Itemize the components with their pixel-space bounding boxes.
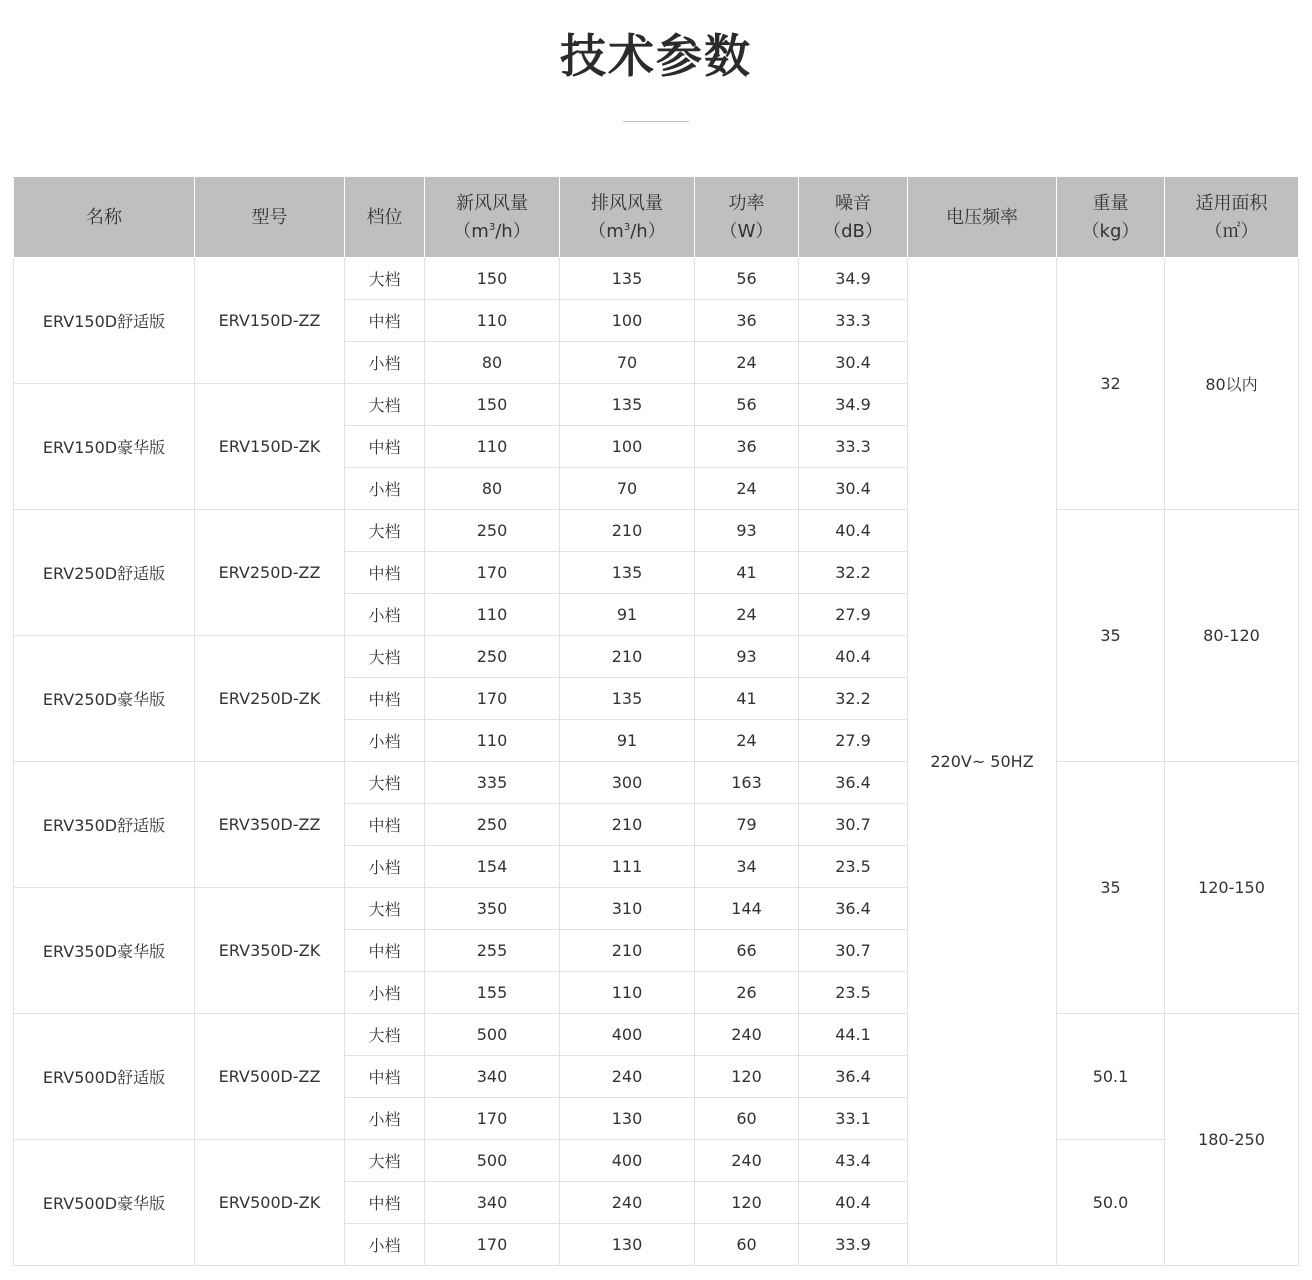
- product-name: ERV500D豪华版: [14, 1140, 195, 1266]
- fresh-air-volume: 170: [425, 552, 560, 594]
- noise: 30.7: [799, 804, 908, 846]
- fresh-air-volume: 80: [425, 468, 560, 510]
- product-name: ERV150D豪华版: [14, 384, 195, 510]
- fresh-air-volume: 170: [425, 1098, 560, 1140]
- fresh-air-volume: 340: [425, 1056, 560, 1098]
- noise: 36.4: [799, 1056, 908, 1098]
- noise: 32.2: [799, 552, 908, 594]
- fresh-air-volume: 500: [425, 1014, 560, 1056]
- exhaust-air-volume: 130: [560, 1224, 695, 1266]
- exhaust-air-volume: 70: [560, 468, 695, 510]
- power: 120: [695, 1056, 799, 1098]
- power: 60: [695, 1224, 799, 1266]
- product-model: ERV250D-ZZ: [195, 510, 345, 636]
- noise: 33.1: [799, 1098, 908, 1140]
- exhaust-air-volume: 210: [560, 930, 695, 972]
- product-model: ERV350D-ZK: [195, 888, 345, 1014]
- fresh-air-volume: 340: [425, 1182, 560, 1224]
- header-voltage: 电压频率: [908, 178, 1057, 258]
- power: 34: [695, 846, 799, 888]
- noise: 40.4: [799, 510, 908, 552]
- noise: 32.2: [799, 678, 908, 720]
- power: 60: [695, 1098, 799, 1140]
- exhaust-air-volume: 210: [560, 636, 695, 678]
- product-name: ERV350D豪华版: [14, 888, 195, 1014]
- gear-level: 大档: [345, 510, 425, 552]
- power: 66: [695, 930, 799, 972]
- fresh-air-volume: 110: [425, 720, 560, 762]
- noise: 23.5: [799, 972, 908, 1014]
- product-model: ERV350D-ZZ: [195, 762, 345, 888]
- gear-level: 小档: [345, 594, 425, 636]
- exhaust-air-volume: 70: [560, 342, 695, 384]
- table-row: [14, 1140, 1299, 1182]
- fresh-air-volume: 80: [425, 342, 560, 384]
- fresh-air-volume: 110: [425, 426, 560, 468]
- header-name: 名称: [14, 178, 195, 258]
- product-name: ERV350D舒适版: [14, 762, 195, 888]
- noise: 23.5: [799, 846, 908, 888]
- exhaust-air-volume: 210: [560, 510, 695, 552]
- fresh-air-volume: 250: [425, 804, 560, 846]
- fresh-air-volume: 150: [425, 384, 560, 426]
- noise: 40.4: [799, 1182, 908, 1224]
- power: 36: [695, 300, 799, 342]
- product-model: ERV150D-ZZ: [195, 258, 345, 384]
- power: 79: [695, 804, 799, 846]
- gear-level: 中档: [345, 1182, 425, 1224]
- header-weight: 重量 （kg）: [1057, 178, 1165, 258]
- exhaust-air-volume: 135: [560, 384, 695, 426]
- product-model: ERV500D-ZK: [195, 1140, 345, 1266]
- power: 163: [695, 762, 799, 804]
- gear-level: 中档: [345, 804, 425, 846]
- noise: 30.4: [799, 468, 908, 510]
- exhaust-air-volume: 400: [560, 1140, 695, 1182]
- gear-level: 中档: [345, 552, 425, 594]
- fresh-air-volume: 154: [425, 846, 560, 888]
- table-row: [14, 510, 1299, 552]
- power: 41: [695, 678, 799, 720]
- gear-level: 大档: [345, 1140, 425, 1182]
- fresh-air-volume: 170: [425, 678, 560, 720]
- product-model: ERV250D-ZK: [195, 636, 345, 762]
- fresh-air-volume: 155: [425, 972, 560, 1014]
- noise: 33.3: [799, 426, 908, 468]
- product-name: ERV250D豪华版: [14, 636, 195, 762]
- noise: 33.9: [799, 1224, 908, 1266]
- gear-level: 小档: [345, 1098, 425, 1140]
- gear-level: 小档: [345, 342, 425, 384]
- power: 24: [695, 342, 799, 384]
- fresh-air-volume: 110: [425, 300, 560, 342]
- weight: 35: [1057, 762, 1165, 1014]
- table-header-row: [14, 178, 1299, 258]
- gear-level: 大档: [345, 384, 425, 426]
- power: 36: [695, 426, 799, 468]
- gear-level: 中档: [345, 678, 425, 720]
- gear-level: 大档: [345, 762, 425, 804]
- fresh-air-volume: 500: [425, 1140, 560, 1182]
- voltage-frequency: 220V~ 50HZ: [908, 258, 1057, 1266]
- exhaust-air-volume: 135: [560, 678, 695, 720]
- product-name: ERV150D舒适版: [14, 258, 195, 384]
- applicable-area: 80以内: [1165, 258, 1299, 510]
- fresh-air-volume: 250: [425, 636, 560, 678]
- gear-level: 中档: [345, 300, 425, 342]
- fresh-air-volume: 250: [425, 510, 560, 552]
- exhaust-air-volume: 111: [560, 846, 695, 888]
- header-fresh-air: 新风风量 $(m^3/h)$: [425, 178, 560, 258]
- spec-table: [13, 177, 1299, 1266]
- power: 93: [695, 510, 799, 552]
- exhaust-air-volume: 300: [560, 762, 695, 804]
- product-model: ERV500D-ZZ: [195, 1014, 345, 1140]
- fresh-air-volume: 150: [425, 258, 560, 300]
- fresh-air-volume: 350: [425, 888, 560, 930]
- exhaust-air-volume: 210: [560, 804, 695, 846]
- gear-level: 中档: [345, 426, 425, 468]
- noise: 33.3: [799, 300, 908, 342]
- exhaust-air-volume: 110: [560, 972, 695, 1014]
- exhaust-air-volume: 240: [560, 1056, 695, 1098]
- noise: 36.4: [799, 762, 908, 804]
- power: 144: [695, 888, 799, 930]
- power: 93: [695, 636, 799, 678]
- weight: 50.1: [1057, 1014, 1165, 1140]
- power: 56: [695, 384, 799, 426]
- applicable-area: 80-120: [1165, 510, 1299, 762]
- exhaust-air-volume: 310: [560, 888, 695, 930]
- header-power: 功率 （W）: [695, 178, 799, 258]
- gear-level: 小档: [345, 972, 425, 1014]
- power: 24: [695, 468, 799, 510]
- title-divider: [623, 121, 689, 122]
- exhaust-air-volume: 100: [560, 426, 695, 468]
- noise: 30.4: [799, 342, 908, 384]
- product-name: ERV500D舒适版: [14, 1014, 195, 1140]
- power: 240: [695, 1140, 799, 1182]
- table-row: [14, 258, 1299, 300]
- weight: 35: [1057, 510, 1165, 762]
- spec-table-body: [14, 258, 1299, 1266]
- gear-level: 大档: [345, 1014, 425, 1056]
- exhaust-air-volume: 135: [560, 552, 695, 594]
- product-name: ERV250D舒适版: [14, 510, 195, 636]
- exhaust-air-volume: 91: [560, 720, 695, 762]
- power: 24: [695, 594, 799, 636]
- noise: 36.4: [799, 888, 908, 930]
- noise: 43.4: [799, 1140, 908, 1182]
- table-row: [14, 1014, 1299, 1056]
- noise: 27.9: [799, 720, 908, 762]
- header-exhaust-air: 排风风量 $(m^3/h)$: [560, 178, 695, 258]
- power: 41: [695, 552, 799, 594]
- power: 120: [695, 1182, 799, 1224]
- product-model: ERV150D-ZK: [195, 384, 345, 510]
- fresh-air-volume: 170: [425, 1224, 560, 1266]
- gear-level: 大档: [345, 636, 425, 678]
- fresh-air-volume: 255: [425, 930, 560, 972]
- noise: 34.9: [799, 258, 908, 300]
- header-noise: 噪音 （dB）: [799, 178, 908, 258]
- weight: 50.0: [1057, 1140, 1165, 1266]
- exhaust-air-volume: 91: [560, 594, 695, 636]
- exhaust-air-volume: 100: [560, 300, 695, 342]
- noise: 30.7: [799, 930, 908, 972]
- gear-level: 中档: [345, 930, 425, 972]
- header-model: 型号: [195, 178, 345, 258]
- gear-level: 小档: [345, 468, 425, 510]
- table-row: [14, 762, 1299, 804]
- header-area: 适用面积 （㎡）: [1165, 178, 1299, 258]
- gear-level: 小档: [345, 720, 425, 762]
- noise: 27.9: [799, 594, 908, 636]
- exhaust-air-volume: 130: [560, 1098, 695, 1140]
- applicable-area: 180-250: [1165, 1014, 1299, 1266]
- exhaust-air-volume: 400: [560, 1014, 695, 1056]
- gear-level: 大档: [345, 258, 425, 300]
- power: 240: [695, 1014, 799, 1056]
- applicable-area: 120-150: [1165, 762, 1299, 1014]
- weight: 32: [1057, 258, 1165, 510]
- fresh-air-volume: 110: [425, 594, 560, 636]
- gear-level: 大档: [345, 888, 425, 930]
- noise: 40.4: [799, 636, 908, 678]
- gear-level: 小档: [345, 1224, 425, 1266]
- noise: 44.1: [799, 1014, 908, 1056]
- exhaust-air-volume: 135: [560, 258, 695, 300]
- header-gear: 档位: [345, 178, 425, 258]
- gear-level: 小档: [345, 846, 425, 888]
- gear-level: 中档: [345, 1056, 425, 1098]
- fresh-air-volume: 335: [425, 762, 560, 804]
- noise: 34.9: [799, 384, 908, 426]
- page-title: 技术参数: [560, 29, 752, 83]
- exhaust-air-volume: 240: [560, 1182, 695, 1224]
- power: 56: [695, 258, 799, 300]
- power: 24: [695, 720, 799, 762]
- power: 26: [695, 972, 799, 1014]
